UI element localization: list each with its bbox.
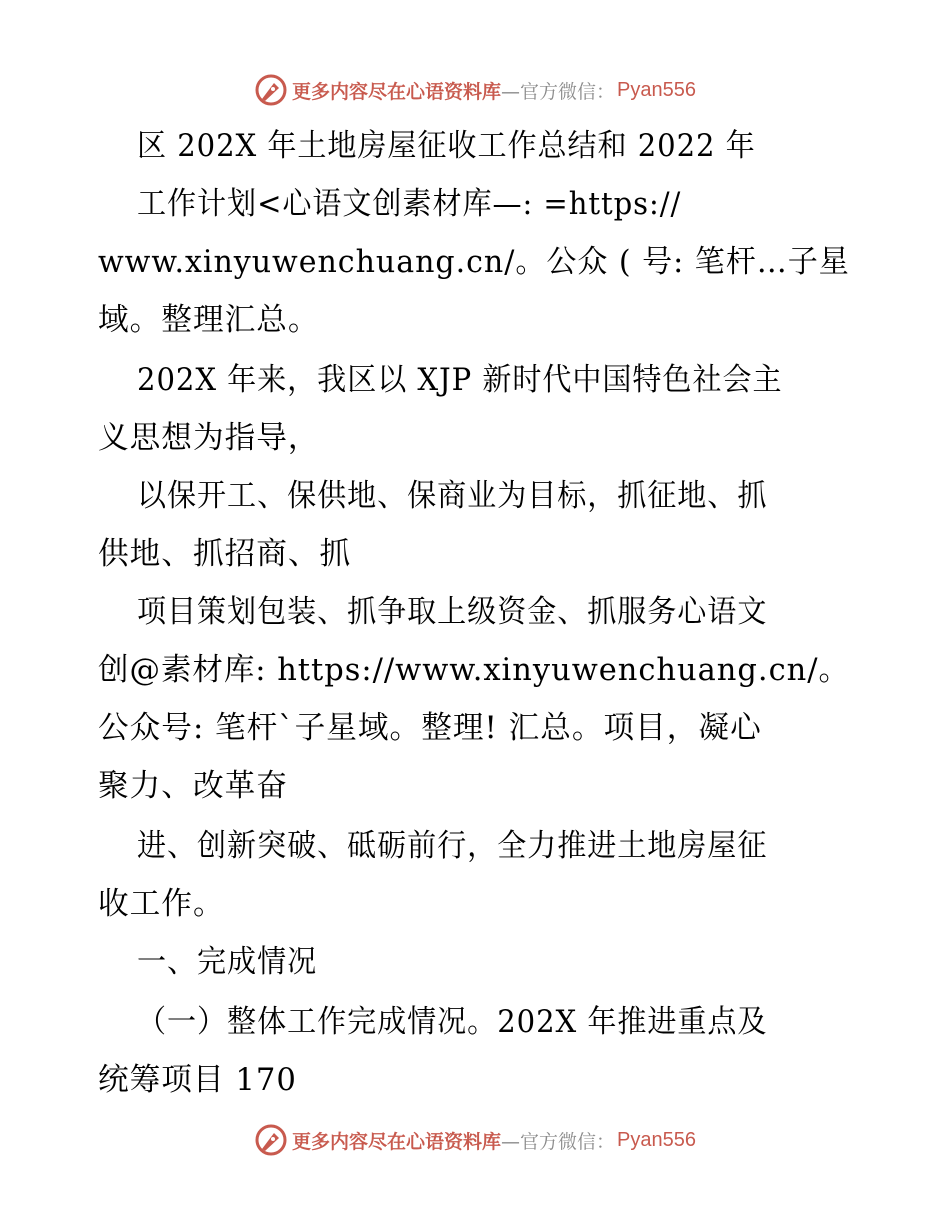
footer-banner — [0, 1120, 950, 1160]
banner-main-text: 更多内容尽在心语资料库 — [292, 1130, 502, 1153]
doc-line: 义思想为指导， — [98, 420, 320, 456]
pen-nib-circle-icon — [254, 1123, 288, 1157]
pen-nib-circle-icon — [254, 73, 288, 107]
doc-line: 域。整理汇总。 — [98, 302, 320, 338]
doc-line: www.xinyuwenchuang.cn/。公众 ( 号: 笔杆…子星 — [98, 244, 850, 280]
doc-line: 统筹项目 170 — [98, 1062, 297, 1098]
doc-line: 公众号: 笔杆`子星域。整理! 汇总。项目，凝心 — [98, 710, 762, 746]
banner-main-text: 更多内容尽在心语资料库 — [292, 80, 502, 103]
doc-line: （一）整体工作完成情况。202X 年推进重点及 — [137, 1004, 768, 1040]
banner-wechat-id: Pyan556 — [617, 1128, 696, 1151]
banner-separator: —官方微信： — [501, 80, 616, 103]
doc-title-line-1: 区 202X 年土地房屋征收工作总结和 2022 年 — [137, 128, 756, 164]
doc-line: 供地、抓招商、抓 — [98, 536, 352, 572]
doc-line: 202X 年来，我区以 XJP 新时代中国特色社会主 — [137, 362, 783, 398]
doc-line: 进、创新突破、砥砺前行，全力推进土地房屋征 — [137, 828, 768, 864]
doc-line: 收工作。 — [98, 886, 225, 922]
header-banner — [0, 70, 950, 110]
doc-line: 聚力、改革奋 — [98, 768, 288, 804]
banner-wechat-id: Pyan556 — [617, 78, 696, 101]
section-heading: 一、完成情况 — [137, 944, 318, 980]
banner-separator: —官方微信： — [501, 1130, 616, 1153]
doc-line: 以保开工、保供地、保商业为目标，抓征地、抓 — [137, 478, 768, 514]
doc-line: 创@素材库: https://www.xinyuwenchuang.cn/。 — [98, 652, 850, 688]
doc-line: 项目策划包装、抓争取上级资金、抓服务心语文 — [137, 594, 768, 630]
doc-title-line-2: 工作计划<心语文创素材库—: =https:// — [137, 186, 682, 222]
